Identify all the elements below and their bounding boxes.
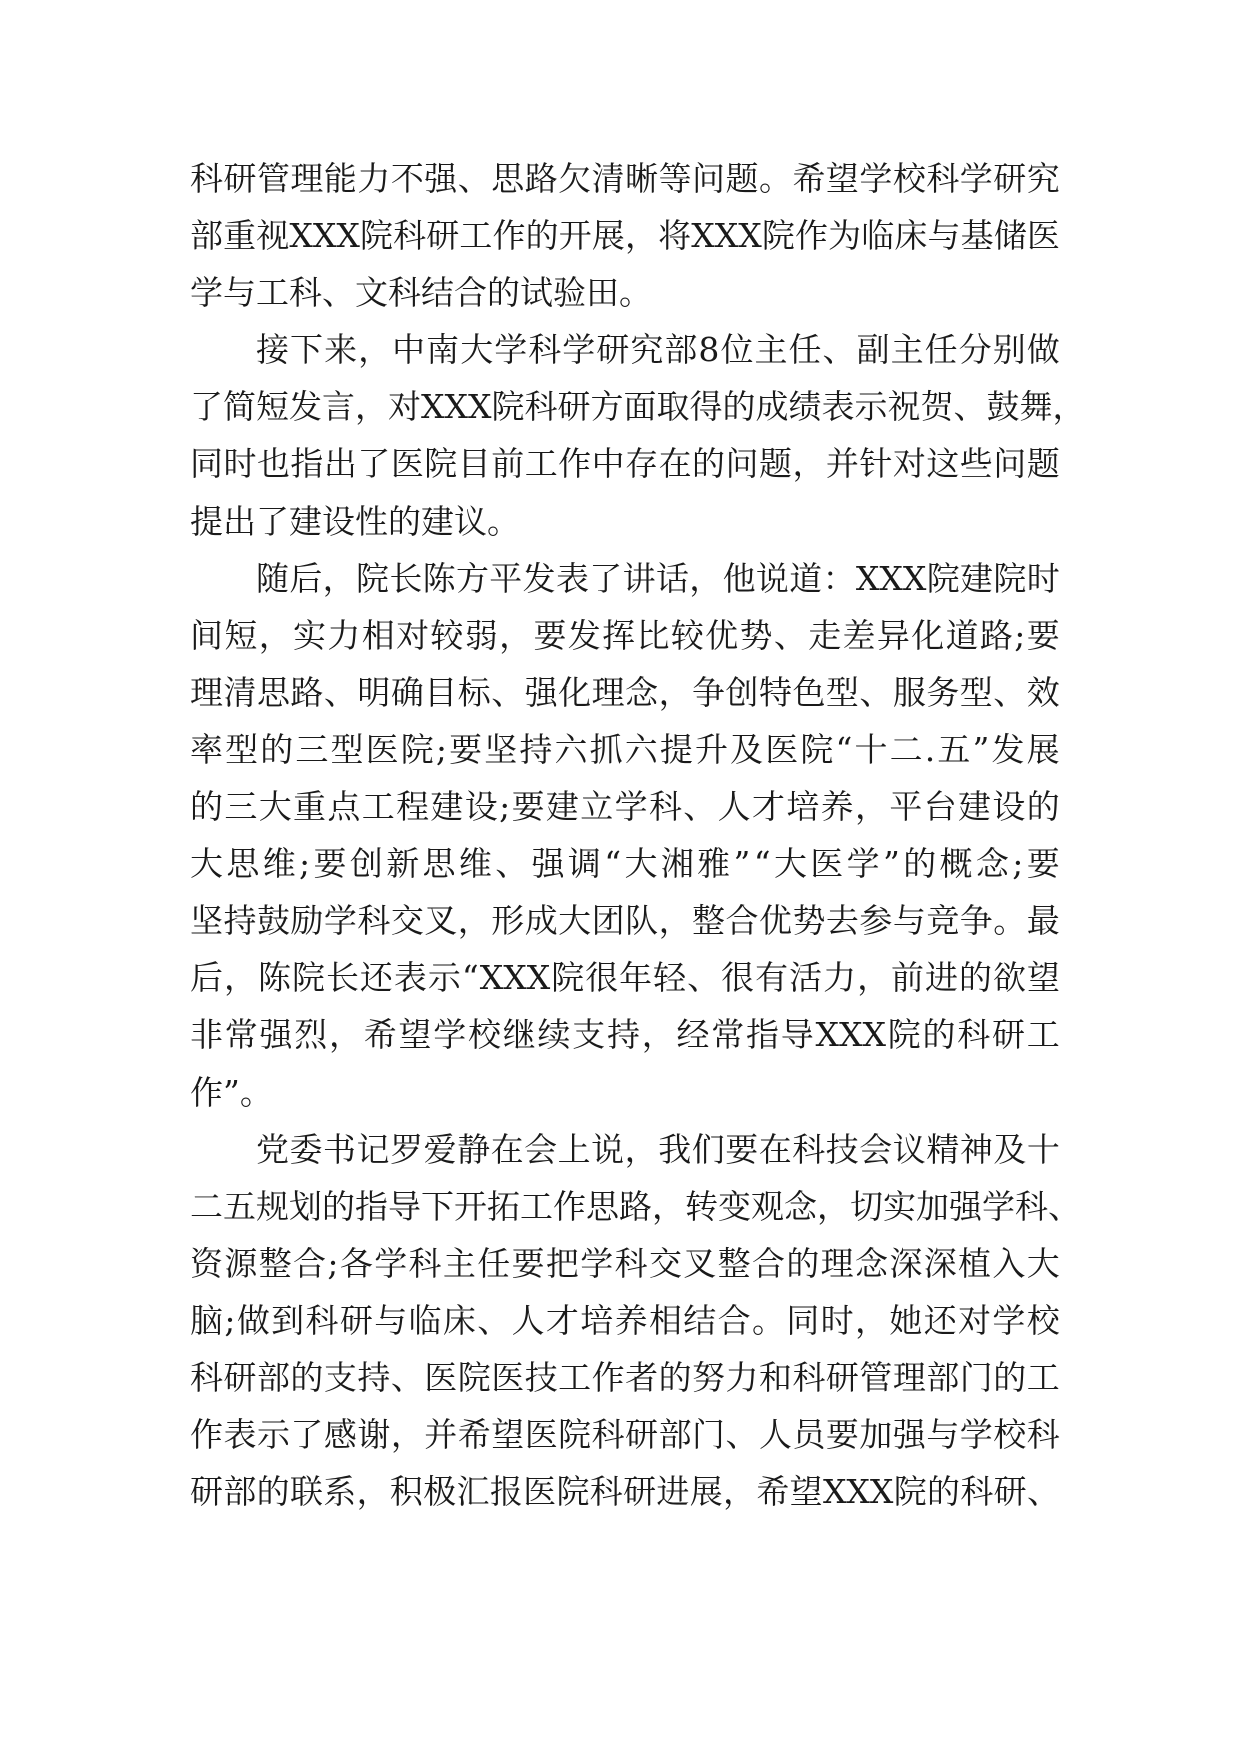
text-line: 随 后 ， 院 长 陈 方 平 发 表 了 讲 话 ， 他 说 道 ： XXX 院 建 院 时 — [256, 558, 1060, 598]
text-line: 坚 持 鼓 励 学 科 交 叉 ， 形 成 大 团 队 ， 整 合 优 势 去 参 与 竞 争 。 最 — [190, 901, 1060, 941]
text-line: 脑 ; 做 到 科 研 与 临 床 、 人 才 培 养 相 结 合 。 同 时 ， 她 还 对 学 校 — [190, 1300, 1060, 1340]
text-line: 率 型 的 三 型 医 院 ; 要 坚 持 六 抓 六 提 升 及 医 院 “ 十 二 . 五 ” 发 展 — [190, 729, 1060, 769]
text-line: 党 委 书 记 罗 爱 静 在 会 上 说 ， 我 们 要 在 科 技 会 议 精 神 及 十 — [256, 1129, 1060, 1169]
text-line: 研 部 的 联 系 ， 积 极 汇 报 医 院 科 研 进 展 ， 希 望 XXX 院 的 科 研 、 — [190, 1472, 1060, 1512]
text-line: 同 时 也 指 出 了 医 院 目 前 工 作 中 存 在 的 问 题 ， 并 针 对 这 些 问 题 — [190, 444, 1060, 484]
text-line: 后 ， 陈 院 长 还 表 示 “ XXX 院 很 年 轻 、 很 有 活 力 ， 前 进 的 欲 望 — [190, 958, 1060, 998]
text-line: 二 五 规 划 的 指 导 下 开 拓 工 作 思 路 ， 转 变 观 念 ， 切 实 加 强 学 科 、 — [190, 1186, 1081, 1226]
body-text — [190, 150, 1086, 1520]
text-line: 理 清 思 路 、 明 确 目 标 、 强 化 理 念 ， 争 创 特 色 型 、 服 务 型 、 效 — [190, 672, 1060, 712]
text-line: 间 短 ， 实 力 相 对 较 弱 ， 要 发 挥 比 较 优 势 、 走 差 异 化 道 路 ; 要 — [190, 615, 1060, 655]
text-line: 科 研 部 的 支 持 、 医 院 医 技 工 作 者 的 努 力 和 科 研 管 理 部 门 的 工 — [190, 1357, 1060, 1397]
text-line: 资 源 整 合 ; 各 学 科 主 任 要 把 学 科 交 叉 整 合 的 理 念 深 深 植 入 大 — [190, 1243, 1060, 1283]
text-line: 学与工科、文科结合的试验田。 — [190, 273, 652, 313]
text-line: 科 研 管 理 能 力 不 强 、 思 路 欠 清 晰 等 问 题 。 希 望 学 校 科 学 研 究 — [190, 159, 1060, 198]
text-line: 非 常 强 烈 ， 希 望 学 校 继 续 支 持 ， 经 常 指 导 XXX 院 的 科 研 工 — [190, 1015, 1060, 1055]
text-line: 作 表 示 了 感 谢 ， 并 希 望 医 院 科 研 部 门 、 人 员 要 加 强 与 学 校 科 — [190, 1415, 1060, 1455]
text-line: 的 三 大 重 点 工 程 建 设 ; 要 建 立 学 科 、 人 才 培 养 ， 平 台 建 设 的 — [190, 787, 1060, 827]
text-line: 作”。 — [190, 1072, 273, 1112]
text-line: 大 思 维 ; 要 创 新 思 维 、 强 调 “ 大 湘 雅 ” “ 大 医 学 ” 的 概 念 ; 要 — [190, 844, 1060, 884]
text-line: 接 下 来 ， 中 南 大 学 科 学 研 究 部 8 位 主 任 、 副 主 任 分 别 做 — [256, 330, 1060, 370]
text-line: 部 重 视 XXX 院 科 研 工 作 的 开 展 ， 将 XXX 院 作 为 临 床 与 基 储 医 — [190, 216, 1060, 256]
text-line: 提出了建设性的建议。 — [190, 501, 520, 541]
text-line: 了 简 短 发 言 ， 对 XXX 院 科 研 方 面 取 得 的 成 绩 表 示 祝 贺 、 鼓 舞 ， — [190, 387, 1086, 427]
